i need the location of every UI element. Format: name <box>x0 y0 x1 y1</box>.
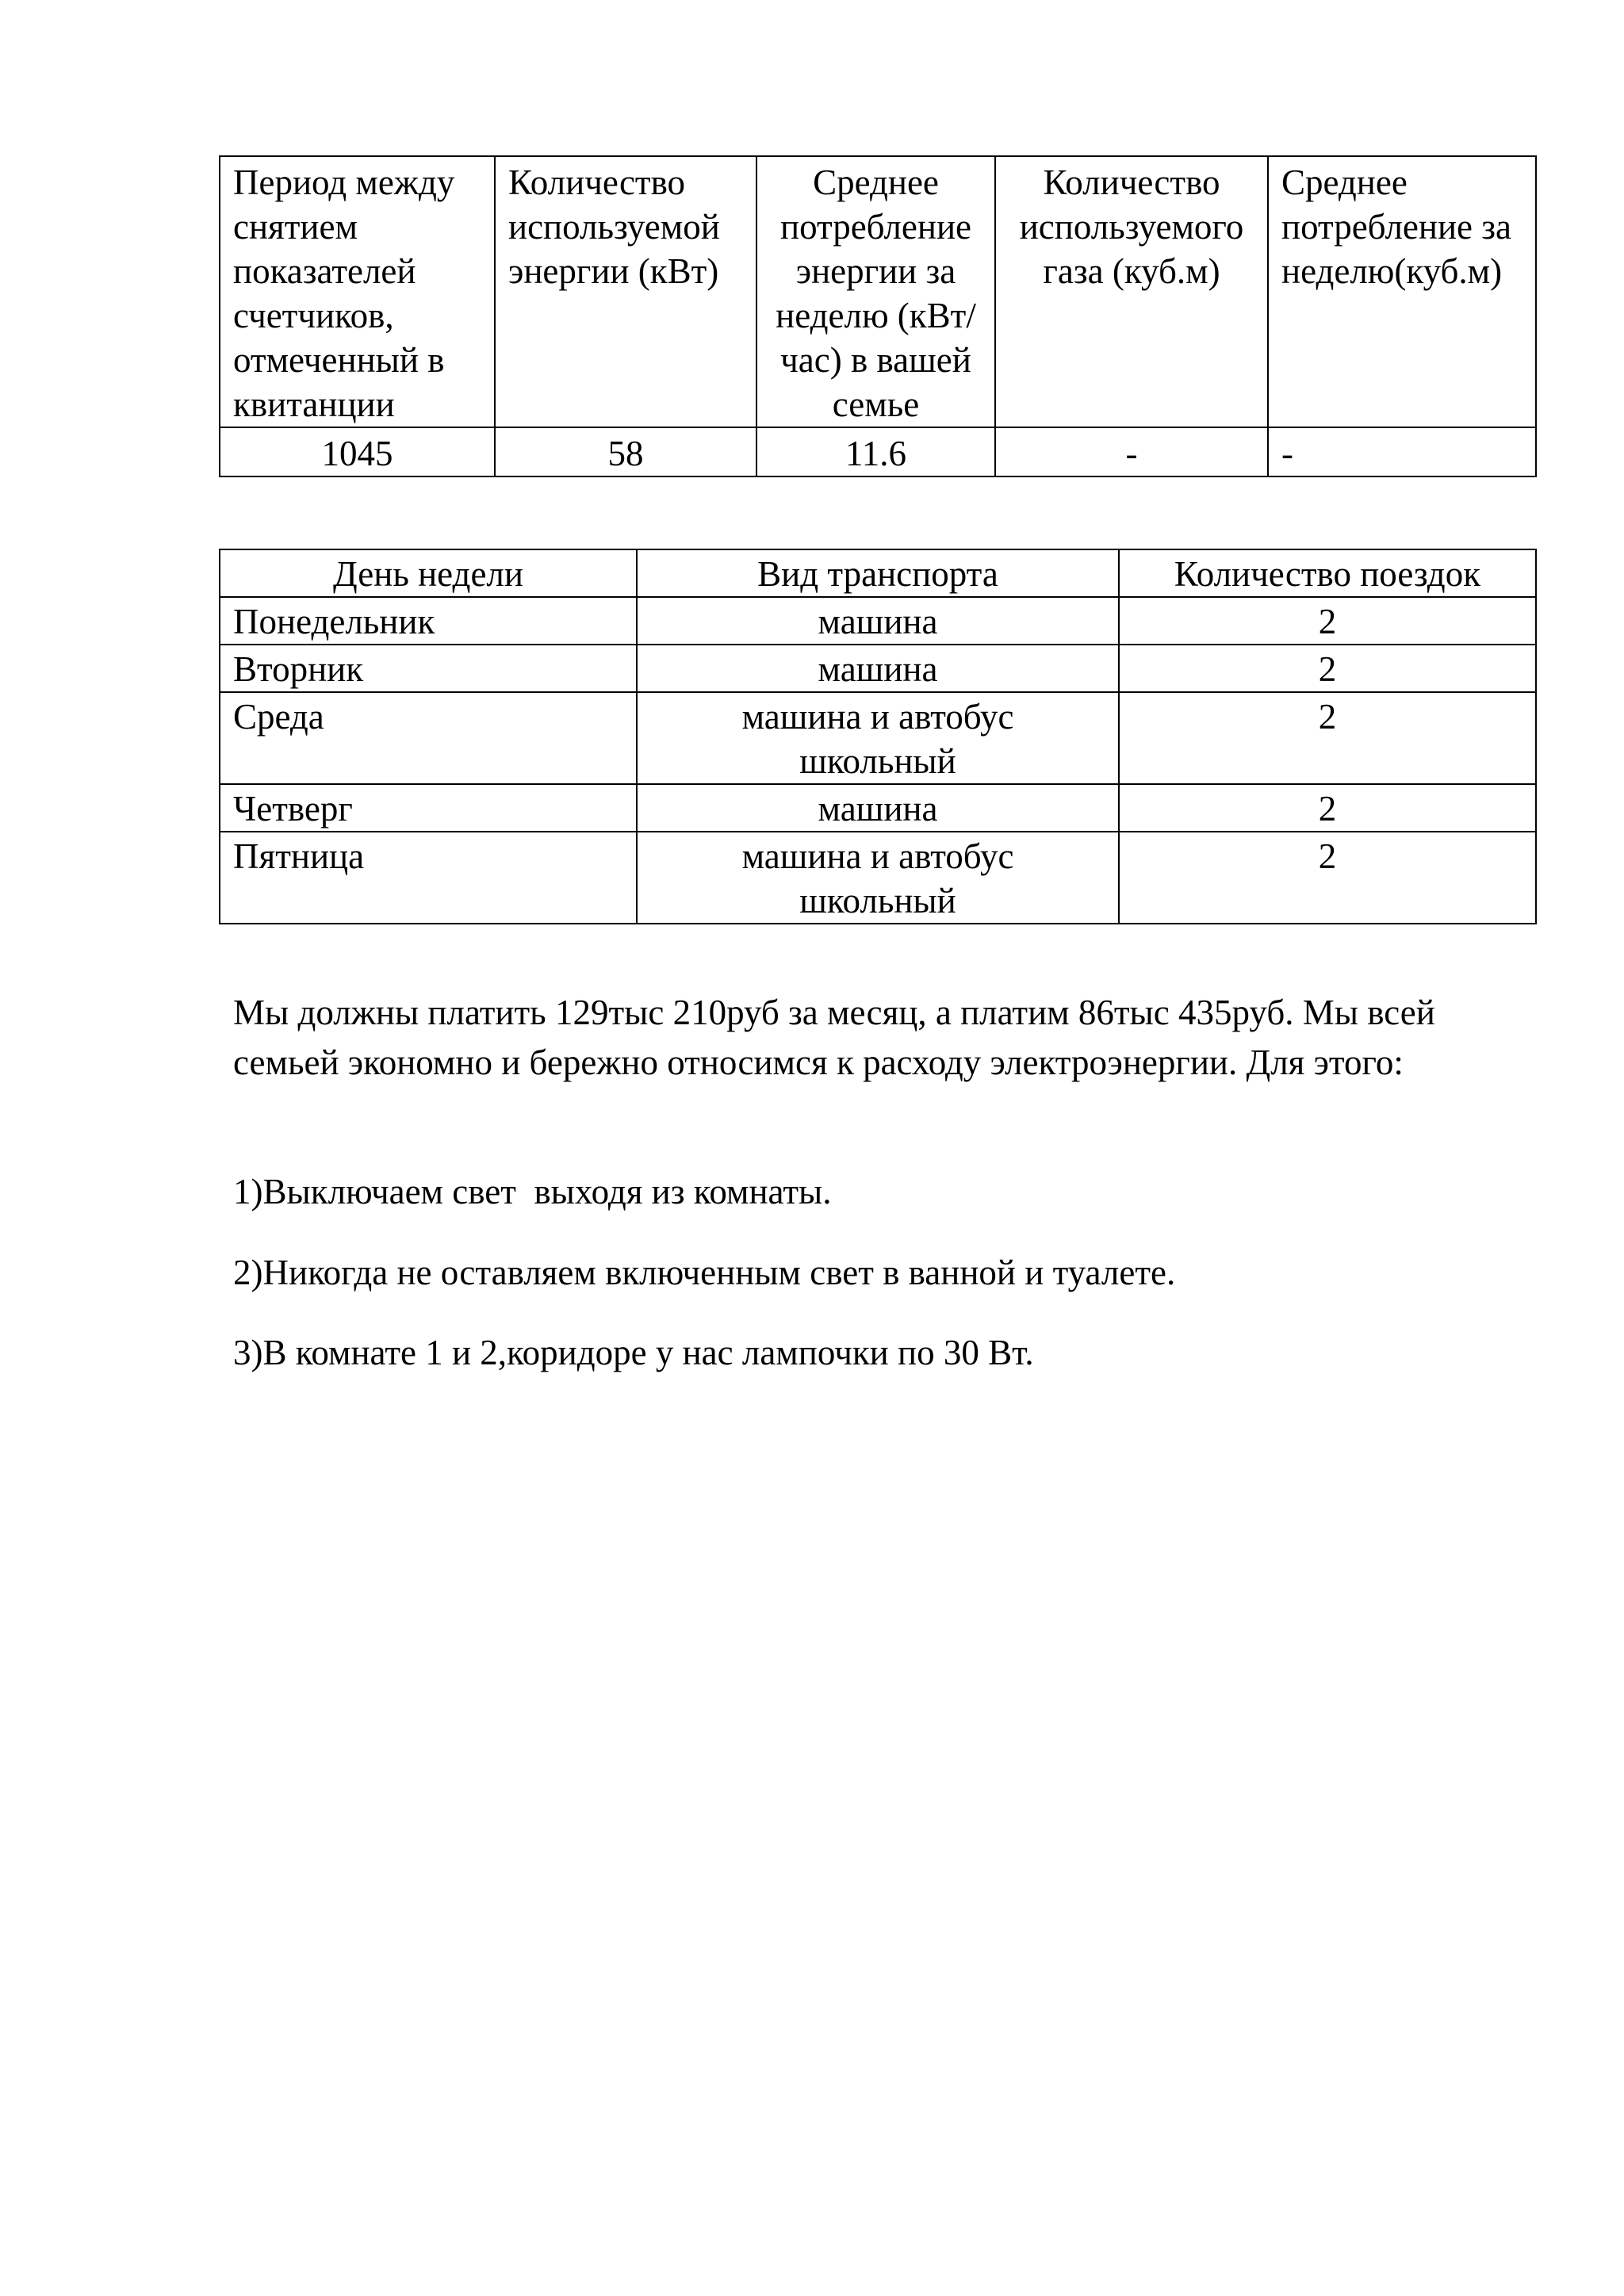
table-cell: - <box>1268 427 1536 476</box>
table-cell: 2 <box>1119 784 1536 832</box>
list-item: 3)В комнате 1 и 2,коридоре у нас лампочки по 30 Вт. <box>233 1333 1034 1372</box>
table-cell: машина и автобус школьный <box>637 832 1119 924</box>
table-header-row <box>220 549 1536 597</box>
table-cell: 2 <box>1119 645 1536 692</box>
table-cell: Среда <box>220 692 637 784</box>
list-item: 1)Выключаем свет выходя из комнаты. <box>233 1172 832 1211</box>
header-cell-avg-gas: Среднее потребление за неделю(куб.м) <box>1268 156 1536 427</box>
header-cell-trip-count: Количество поездок <box>1119 549 1536 597</box>
table-cell: машина <box>637 784 1119 832</box>
table-row <box>220 597 1536 645</box>
table-cell: Вторник <box>220 645 637 692</box>
header-period-text: Период между снятием показателей счетчиков, отмеченный в квитанции <box>233 163 455 424</box>
header-cell-period <box>220 156 495 427</box>
header-cell-gas-used: Количество используемого газа (куб.м) <box>995 156 1268 427</box>
table-row <box>220 427 1536 476</box>
table-row <box>220 645 1536 692</box>
table-cell: машина и автобус школьный <box>637 692 1119 784</box>
transport-table <box>219 549 1537 924</box>
table-row <box>220 692 1536 784</box>
energy-consumption-table <box>219 155 1537 477</box>
header-cell-weekday: День недели <box>220 549 637 597</box>
list-item: 2)Никогда не оставляем включенным свет в ванной и туалете. <box>233 1253 1176 1292</box>
table-header-row <box>220 156 1536 427</box>
table-cell: 2 <box>1119 597 1536 645</box>
table-cell: 2 <box>1119 692 1536 784</box>
header-cell-avg-energy: Среднее потребление энергии за неделю (кВт/час) в вашей семье <box>756 156 995 427</box>
table-row <box>220 832 1536 924</box>
table-cell: машина <box>637 597 1119 645</box>
table-cell: 2 <box>1119 832 1536 924</box>
header-cell-transport-type: Вид транспорта <box>637 549 1119 597</box>
table-row <box>220 784 1536 832</box>
table-cell: 58 <box>495 427 756 476</box>
table-cell: Пятница <box>220 832 637 924</box>
table-cell: Четверг <box>220 784 637 832</box>
savings-paragraph: Мы должны платить 129тыс 210руб за месяц, а платим 86тыс 435руб. Мы всей семьей экономно и бережно относимся к расходу электроэнергии. Для этого: <box>233 993 1435 1082</box>
header-cell-energy-used: Количество используемой энергии (кВт) <box>495 156 756 427</box>
table-cell: 11.6 <box>756 427 995 476</box>
table-cell: - <box>995 427 1268 476</box>
table-cell: 1045 <box>220 427 495 476</box>
table-cell: машина <box>637 645 1119 692</box>
table-cell: Понедельник <box>220 597 637 645</box>
